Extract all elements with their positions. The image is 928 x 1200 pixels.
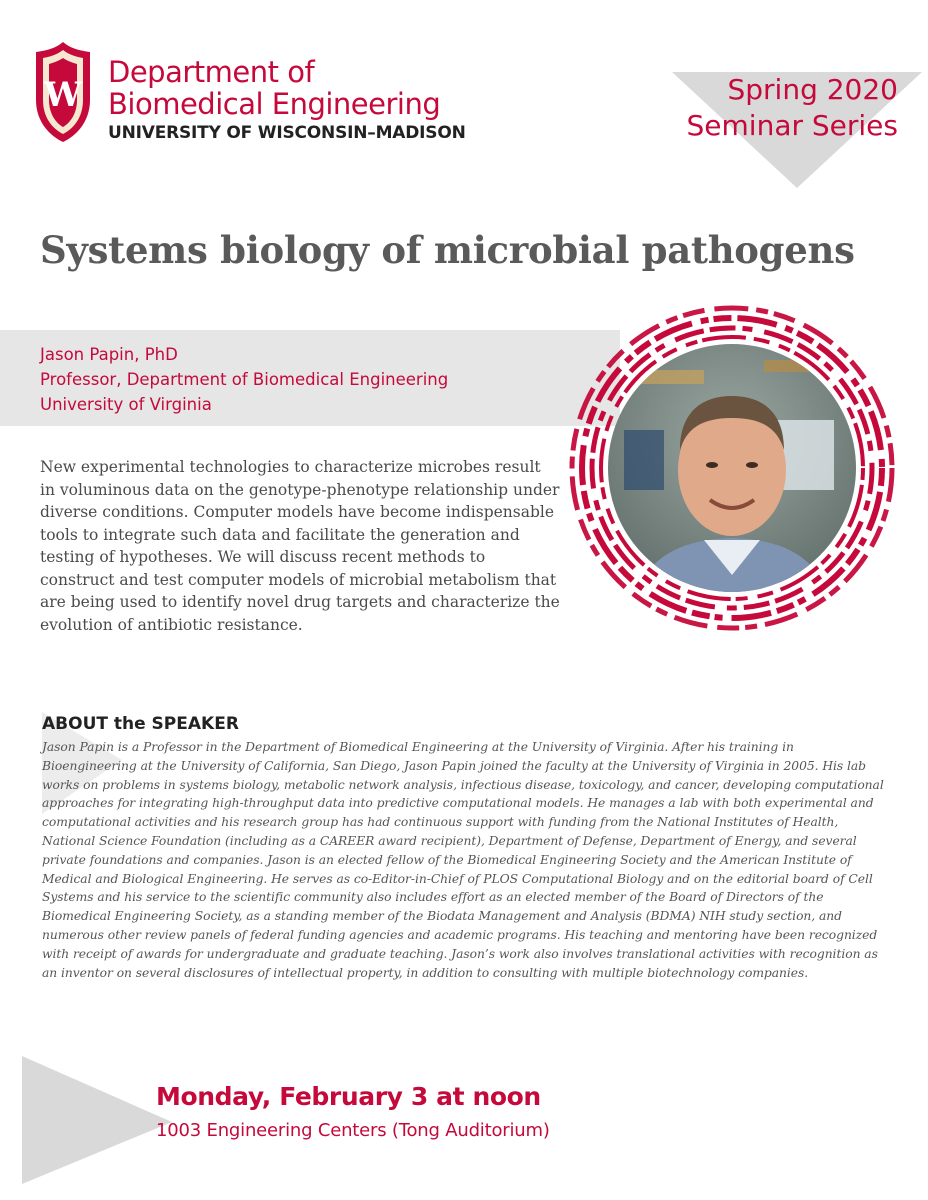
about-speaker-heading: ABOUT the SPEAKER <box>42 714 239 734</box>
event-date: Monday, February 3 at noon <box>156 1082 541 1111</box>
series-title <box>687 72 898 144</box>
series-line2: Seminar Series <box>686 109 898 142</box>
speaker-position: Professor, Department of Biomedical Engineering <box>40 370 449 389</box>
speaker-bio: Jason Papin is a Professor in the Department of Biomedical Engineering at the University of Virginia. After his training in Bioengineering at the University of California, San Diego, Jason Papin joined the faculty at the University of Virginia in 2005. His lab works on problems in systems biology, metabolic network analysis, infectious disease, toxicology, and cancer, developing computational approaches for integrating high-throughput data into predictive computational models. He manages a lab with both experimental and computational activities and his research group has had continuous support with funding from the National Institutes of Health, National Science Foundation (including as a CAREER award recipient), Department of Defense, Department of Energy, and several private foundations and companies. Jason is an elected fellow of the Biomedical Engineering Society and the American Institute of Medical and Biological Engineering. He serves as co-Editor-in-Chief of PLOS Computational Biology and on the editorial board of Cell Systems and his service to the scientific community also includes effort as an elected member of the Board of Directors of the Biomedical Engineering Society, as a standing member of the Biodata Management and Analysis (BDMA) NIH study section, and numerous other review panels of federal funding agencies and academic programs. His teaching and mentoring have been recognized with receipt of awards for undergraduate and graduate teaching. Jason’s work also involves translational activities with recognition as an inventor on several disclosures of intellectual property, in addition to consulting with multiple biotechnology companies. <box>42 740 884 980</box>
speaker-photo <box>564 300 900 636</box>
series-line1: Spring 2020 <box>727 73 898 106</box>
speaker-info <box>40 342 448 417</box>
crest-letter: W <box>43 75 83 115</box>
department-name-line2: Biomedical Engineering <box>108 87 441 121</box>
speaker-name: Jason Papin, PhD <box>40 345 178 364</box>
event-venue: 1003 Engineering Centers (Tong Auditorium) <box>156 1120 550 1141</box>
uw-crest-logo <box>28 40 98 144</box>
department-name-line1: Department of <box>108 55 315 89</box>
abstract-text: New experimental technologies to characterize microbes result in voluminous data on the genotype-phenotype relationship under diverse conditions. Computer models have become indispensable tools to integrate such data and facilitate the generation and testing of hypotheses. We will discuss recent methods to construct and test computer models of microbial metabolism that are being used to identify novel drug targets and characterize the evolution of antibiotic resistance. <box>40 458 560 634</box>
university-name: UNIVERSITY OF WISCONSIN–MADISON <box>108 123 466 143</box>
seminar-title: Systems biology of microbial pathogens <box>40 228 855 272</box>
speaker-institution: University of Virginia <box>40 395 212 414</box>
